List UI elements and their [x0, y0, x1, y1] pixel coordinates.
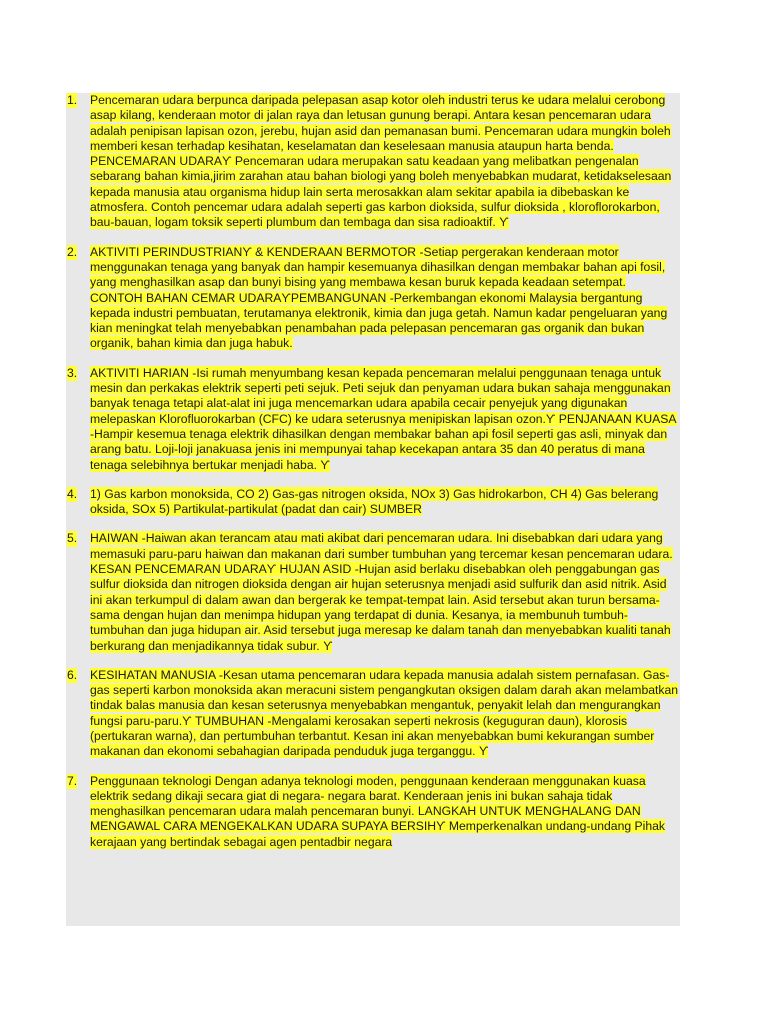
- list-item-number: 2.: [67, 244, 78, 259]
- list-item-text: AKTIVITI PERINDUSTRIANϒ & KENDERAAN BERMOTOR -Setiap pergerakan kenderaan motor menggunakan tenaga yang banyak dan hampir kesemuanya dihasilkan dengan membakar bahan api fosil, yang menghasilkan asap dan bunyi bising yang membawa kesan buruk kepada keadaan setempat. CONTOH BAHAN CEMAR UDARAϒPEMBANGUNAN -Perkembangan ekonomi Malaysia bergantung kepada industri pembuatan, terutamanya elektronik, kimia dan juga getah. Namun kadar pengeluaran yang kian meningkat telah menyebabkan penambahan pada pelepasan pencemaran gas organik dan bukan organik, bahan kimia dan juga habuk.: [90, 244, 668, 351]
- list-item-number: 1.: [67, 93, 78, 107]
- list-item: [66, 93, 680, 231]
- document-page: [66, 93, 680, 926]
- list-item-number: 6.: [67, 667, 78, 682]
- list-item: [66, 668, 680, 760]
- list-item-text: 1) Gas karbon monoksida, CO 2) Gas-gas nitrogen oksida, NOx 3) Gas hidrokarbon, CH 4) Gas belerang oksida, SOx 5) Partikulat-partikulat (padat dan cair) SUMBER: [90, 486, 659, 517]
- list-item-text: Penggunaan teknologi Dengan adanya teknologi moden, penggunaan kenderaan menggunakan kuasa elektrik sedang dikaji secara giat di negara- negara barat. Kenderaan jenis ini bukan sahaja tidak menghasilkan pencemaran udara malah pencemaran bunyi. LANGKAH UNTUK MENGHALANG DAN MENGAWAL CARA MENGEKALKAN UDARA SUPAYA BERSIHϒ Memperkenalkan undang-undang Pihak kerajaan yang bertindak sebagai agen pentadbir negara: [90, 773, 666, 849]
- list-item-text: AKTIVITI HARIAN -Isi rumah menyumbang kesan kepada pencemaran melalui penggunaan tenaga untuk mesin dan perkakas elektrik seperti peti sejuk. Peti sejuk dan penyaman udara bukan sahaja menggunakan banyak tenaga tetapi alat-alat ini juga mencemarkan udara apabila cecair penyejuk yang digunakan melepaskan Klorofluorokarban (CFC) ke udara seterusnya menipiskan lapisan ozon.ϒ PENJANAAN KUASA -Hampir kesemua tenaga elektrik dihasilkan dengan membakar bahan api fosil seperti gas asli, minyak dan arang batu. Loji-loji janakuasa jenis ini mempunyai tahap kecekapan antara 35 dan 40 peratus di mana tenaga selebihnya bertukar menjadi haba. ϒ: [90, 365, 677, 472]
- list-item-number: 5.: [67, 531, 78, 546]
- list-item-text: Pencemaran udara berpunca daripada pelepasan asap kotor oleh industri terus ke udara melalui cerobong asap kilang, kenderaan motor di jalan raya dan letusan gunung berapi. Antara kesan pencemaran udara adalah penipisan lapisan ozon, jerebu, hujan asid dan pemanasan bumi. Pencemaran udara mungkin boleh memberi kesan terhadap kesihatan, keselamatan dan keselesaan manusia ataupun harta benda. PENCEMARAN UDARAϒ Pencemaran udara merupakan satu keadaan yang melibatkan pengenalan sebarang bahan kimia,jirim zarahan atau bahan biologi yang boleh menyebabkan mudarat, ketidakselesaan kepada manusia atau organisma hidup lain serta merosakkan alam sekitar apabila ia dibebaskan ke atmosfera. Contoh pencemar udara adalah seperti gas karbon dioksida, sulfur dioksida , kloroflorokarbon, bau-bauan, logam toksik seperti plumbum dan tembaga dan sisa radioaktif. ϒ: [90, 93, 672, 230]
- list-item-number: 7.: [67, 773, 78, 788]
- list-item: [66, 366, 680, 473]
- list-item: [66, 245, 680, 352]
- list-item: [66, 531, 680, 653]
- list-item: [66, 774, 680, 850]
- list-item-number: 4.: [67, 486, 78, 501]
- numbered-list: [66, 93, 680, 850]
- list-item-text: KESIHATAN MANUSIA -Kesan utama pencemaran udara kepada manusia adalah sistem pernafasan. Gas-gas seperti karbon monoksida akan meracuni sistem pengangkutan oksigen dalam darah akan melambatkan tindak balas manusia dan kesan seterusnya menyebabkan mengantuk, penyakit lelah dan mengurangkan fungsi paru-paru.ϒ TUMBUHAN -Mengalami kerosakan seperti nekrosis (keguguran daun), klorosis (pertukaran warna), dan pertumbuhan terbantut. Kesan ini akan menyebabkan bumi kekurangan sumber makanan dan ekonomi sebahagian daripada penduduk juga terganggu. ϒ: [90, 667, 679, 759]
- list-item-number: 3.: [67, 365, 78, 380]
- list-item: [66, 487, 680, 518]
- list-item-text: HAIWAN -Haiwan akan terancam atau mati akibat dari pencemaran udara. Ini disebabkan dari udara yang memasuki paru-paru haiwan dan makanan dari sumber tumbuhan yang tercemar kesan pencemaran udara. KESAN PENCEMARAN UDARAϒ HUJAN ASID -Hujan asid berlaku disebabkan oleh penggabungan gas sulfur dioksida dan nitrogen dioksida dengan air hujan seterusnya menjadi asid sulfurik dan asid nitrik. Asid ini akan terkumpul di dalam awan dan bergerak ke tempat-tempat lain. Asid tersebut akan turun bersama-sama dengan hujan dan menimpa hidupan yang terdapat di dunia. Kesanya, ia membunuh tumbuh- tumbuhan dan juga hidupan air. Asid tersebut juga meresap ke dalam tanah dan menyebabkan kualiti tanah berkurang dan menjadikannya tidak subur. ϒ: [90, 531, 673, 653]
